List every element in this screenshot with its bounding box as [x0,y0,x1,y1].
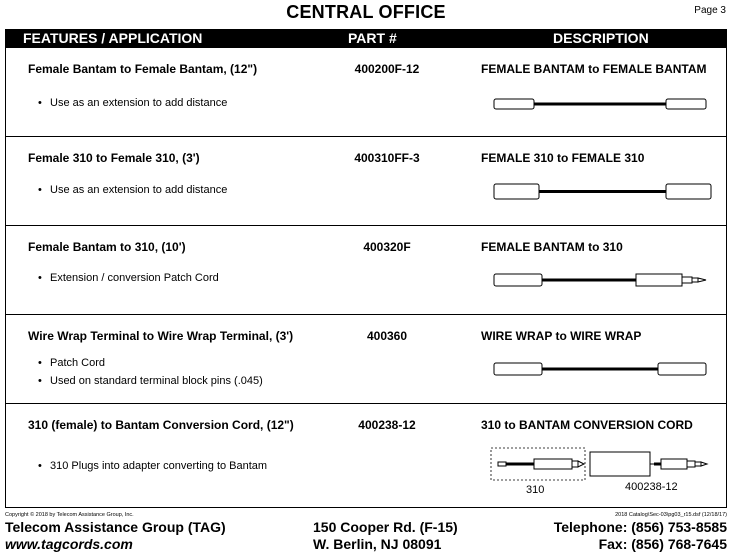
telephone: Telephone: (856) 753-8585 [553,519,727,535]
feature-bullets [38,181,227,199]
address-line2: W. Berlin, NJ 08091 [313,536,442,552]
page-number: Page 3 [694,5,726,16]
bullet-item: • 310 Plugs into adapter converting to Bantam [38,457,267,475]
fax: Fax: (856) 768-7645 [598,536,727,552]
product-table [5,48,727,508]
female-bantam-to-310-cable-icon [486,270,716,290]
diagram-label-310: 310 [526,484,545,496]
diagram-label-part: 400238-12 [625,481,678,493]
female-bantam-to-female-bantam-cable-icon [486,94,716,114]
product-row [6,404,726,508]
feature-title: Female 310 to Female 310, (3') [28,151,200,165]
part-number: 400200F-12 [354,62,420,76]
bullet-item: • Patch Cord [38,354,263,372]
feature-title: Female Bantam to 310, (10') [28,240,186,254]
website-link[interactable]: www.tagcords.com [5,536,133,552]
product-row [6,226,726,315]
wire-wrap-to-wire-wrap-cable-icon [486,359,716,379]
footer [0,519,732,555]
feature-bullets [38,269,219,287]
description-title: WIRE WRAP to WIRE WRAP [481,329,642,343]
product-row [6,48,726,137]
feature-bullets [38,354,263,390]
bullet-item: • Used on standard terminal block pins (.045) [38,372,263,390]
part-number: 400310FF-3 [354,151,420,165]
description-title: FEMALE BANTAM to 310 [481,240,623,254]
bullet-item: • Use as an extension to add distance [38,94,227,112]
copyright-notice: Copyright © 2018 by Telecom Assistance Group, Inc. [5,512,134,518]
product-row [6,315,726,404]
bullet-item: • Extension / conversion Patch Cord [38,269,219,287]
address-line1: 150 Cooper Rd. (F-15) [313,519,458,535]
feature-bullets [38,94,227,112]
bullet-item: • Use as an extension to add distance [38,181,227,199]
feature-bullets [38,457,267,475]
description-title: FEMALE BANTAM to FEMALE BANTAM [481,62,707,76]
description-title: FEMALE 310 to FEMALE 310 [481,151,645,165]
table-header [5,29,727,48]
part-number: 400320F [363,240,411,254]
column-header-part: PART # [348,30,397,46]
part-number: 400360 [366,329,408,343]
feature-title: Wire Wrap Terminal to Wire Wrap Terminal, (3') [28,329,294,343]
feature-title: 310 (female) to Bantam Conversion Cord, (12") [28,418,294,432]
column-header-features: FEATURES / APPLICATION [23,30,203,46]
product-row [6,137,726,226]
310-to-bantam-conversion-cord-icon [486,446,716,482]
page-title: CENTRAL OFFICE [286,2,446,22]
company-name: Telecom Assistance Group (TAG) [5,519,226,535]
female-310-to-female-310-cable-icon [486,181,716,203]
feature-title: Female Bantam to Female Bantam, (12") [28,62,258,76]
description-title: 310 to BANTAM CONVERSION CORD [481,418,693,432]
column-header-description: DESCRIPTION [553,30,649,46]
part-number: 400238-12 [358,418,416,432]
catalog-reference: 2018 Catalog\Sec-03\pg03_r15.dsf (12/18/17) [615,512,727,518]
